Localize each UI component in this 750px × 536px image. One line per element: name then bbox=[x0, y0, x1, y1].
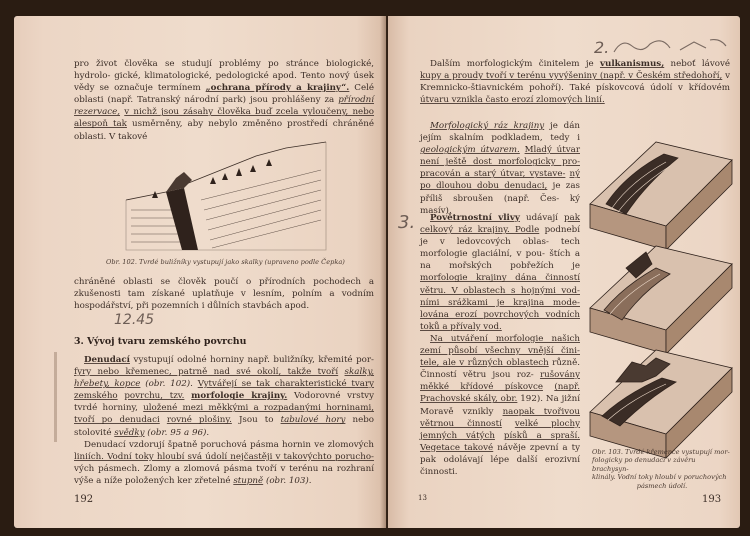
text-line: pracován a starý útvar, vystave- bbox=[420, 169, 566, 180]
block-diagram-3 bbox=[590, 350, 732, 458]
text-line: fyry nebo křemenec, patrně nad své okolí, takže tvoří bbox=[74, 367, 339, 378]
right-para-2 bbox=[420, 120, 580, 217]
block-diagram-1 bbox=[590, 142, 732, 250]
term-rock-outcrops: skalky, hřebety, kopce bbox=[74, 367, 375, 390]
text-line: udávají bbox=[526, 213, 558, 223]
text-line: lována erozí povrchových vodních bbox=[420, 309, 580, 320]
figure-102-caption: Obr. 102. Tvrdé buližníky vystupují jako skalky (upraveno podle Čepka) bbox=[106, 258, 345, 266]
left-para-2 bbox=[74, 276, 374, 312]
text-line: pozemních i důlních stavbách apod. bbox=[151, 301, 310, 312]
figure-reference: (obr. 102). bbox=[145, 379, 193, 390]
text-line: útvaru vznikla často erozí zlomových linií. bbox=[420, 95, 605, 106]
text-line: různě. Činností větru jsou roz- bbox=[420, 358, 580, 381]
text-line: rušovány měkké křídové pískovce bbox=[420, 370, 580, 393]
text-line: tam získané uplatňuje v lesním, polním a vodním hospodářství, při bbox=[74, 289, 374, 312]
text-line: označuje termínem bbox=[114, 83, 201, 94]
text-line: jejím skalním podkladem, tedy bbox=[420, 133, 570, 144]
text-line: vých pásmech. Zlomy a zlomová pásma tvoří v terénu na rozhraní bbox=[74, 463, 374, 474]
text-line: i bbox=[577, 133, 580, 144]
left-para-1 bbox=[74, 58, 374, 143]
term-geological-formation: geologickým útvarem. bbox=[420, 145, 520, 156]
text-line: usměrněny, aby nebylo změněno prostředí chráněné oblasti. V takové bbox=[74, 119, 374, 142]
section-heading: 3. Vývoj tvaru zemského povrchu bbox=[74, 336, 247, 347]
figure-102-illustration bbox=[126, 140, 326, 252]
text-line: rovné plošiny. bbox=[166, 415, 232, 426]
caption-line: fologicky po denudaci v závěru brachysyn- bbox=[592, 456, 696, 473]
text-line: je dán bbox=[550, 121, 580, 131]
term-morphological-character: Morfologický ráz krajiny bbox=[430, 121, 545, 131]
page-number-right: 193 bbox=[702, 494, 722, 505]
left-page bbox=[14, 16, 386, 528]
text-line: návěje zpevní a ty pak odolávají bbox=[420, 442, 580, 465]
text-line: gické, klimatologické, pedologické apod. Tento nový úsek vědy se bbox=[74, 71, 374, 94]
margin-pencil-stroke bbox=[54, 352, 57, 442]
open-book bbox=[14, 16, 740, 528]
text-line: uložené mezi měkkými a rozpadanými horninami, tvoří po denudaci bbox=[74, 403, 374, 426]
term-steps: stupně bbox=[233, 475, 264, 486]
pencil-number-top: 2. bbox=[594, 38, 610, 57]
text-line: liniích. Vodní toky hloubí svá údolí nejčastěji v takovýchto porucho- bbox=[74, 451, 374, 462]
text-line: je zas příliš sbroušen (např. Čes- bbox=[420, 181, 581, 204]
term-nature-protection: „ochrana přírody a krajiny“. bbox=[205, 83, 350, 94]
text-line: Mladý útvar bbox=[524, 145, 580, 156]
text-line: Vodorovné vrstvy tvrdé horniny, bbox=[74, 391, 374, 414]
term-landscape-morphology: morfologie krajiny. bbox=[191, 391, 288, 402]
text-line: pak celkový ráz krajiny. Podle bbox=[420, 213, 580, 236]
text-line: vystupují odolné horniny např. buližníky, křemité por- bbox=[133, 355, 374, 365]
pencil-squiggle bbox=[610, 34, 730, 58]
text-line: pro život člověka se studují problémy po stránce biologické, hydrolo- bbox=[74, 59, 374, 82]
left-para-3 bbox=[74, 354, 374, 487]
text-line: kupy a proudy tvoří v terénu vyvýšeniny (např. v Českém středohoří, bbox=[420, 71, 723, 82]
caption-line: klinály. Vodní toky hloubí v poruchových bbox=[592, 473, 727, 482]
text-line: (např. Prachovské skály, obr. bbox=[420, 382, 580, 405]
text-line: Celé oblasti bbox=[74, 83, 375, 106]
term-witnesses: svědky bbox=[114, 427, 145, 438]
text-line: toků a přívaly vod. bbox=[420, 321, 502, 332]
figure-reference: (obr. 103). bbox=[265, 475, 312, 486]
text-line: štích a na mořských pobřežích je bbox=[420, 249, 581, 272]
text-line: větru. V oblastech s hojnými vod- bbox=[420, 285, 580, 296]
text-line: zemí působí všechny vnější čini- bbox=[420, 346, 580, 357]
caption-line: pásmech údolí. bbox=[636, 481, 688, 490]
text-line: Vytvářejí se tak charakteristické tvary zemského bbox=[74, 379, 375, 402]
block-diagram-2 bbox=[590, 246, 732, 354]
text-line: nebo stolovité bbox=[74, 415, 375, 438]
pencil-annotation: 12.45 bbox=[114, 312, 155, 328]
text-line: povrchu, tzv. bbox=[124, 391, 185, 402]
right-para-3 bbox=[420, 212, 580, 478]
text-line: výše a níže položených ker zřetelné bbox=[74, 475, 231, 486]
text-line: (např. Tatranský národní park) jsou prohlášeny za bbox=[107, 95, 335, 106]
right-para-1 bbox=[420, 58, 730, 106]
right-page bbox=[388, 16, 740, 528]
text-line: ními srážkami je krajina mode- bbox=[420, 297, 580, 308]
text-line: morfologie krajiny dána činností bbox=[420, 273, 580, 284]
text-line: v Kremnicko-štiavnickém pohoří). Také pískovcová údolí v křídovém bbox=[420, 71, 730, 94]
text-line: není ještě dost morfologicky pro- bbox=[420, 157, 580, 168]
caption-line: Obr. 103. Tvrdé křemence vystupují mor- bbox=[592, 448, 730, 456]
term-volcanism: vulkanismus, bbox=[599, 59, 665, 69]
text-line: podnebí je v ledovcových oblas- bbox=[420, 225, 580, 248]
text-line: velké plochy jemných vátých bbox=[420, 418, 581, 441]
text-line: Jsou to bbox=[238, 415, 274, 426]
figure-103-block-diagrams bbox=[586, 134, 736, 446]
text-line: Denudací vzdorují špatně poruchová pásma hornin ve zlomových bbox=[84, 439, 374, 450]
term-nature-reserve: přírodní rezervace, bbox=[74, 95, 375, 118]
figure-reference: (obr. 95 a 96). bbox=[147, 427, 210, 438]
term-table-mountains: tabulové hory bbox=[280, 415, 346, 426]
text-line: chráněné oblasti se člověk poučí o přírodních pochodech a zkušenosti bbox=[74, 277, 374, 300]
printer-signature-mark: 13 bbox=[418, 494, 427, 502]
text-line: 192). Na jižní Moravě vznikly bbox=[420, 394, 581, 417]
term-weather-influences: Povětrnostní vlivy bbox=[430, 213, 520, 223]
pencil-number-side: 3. bbox=[398, 212, 416, 233]
text-line: písků a spraší. Vegetace takové bbox=[420, 430, 580, 453]
text-line: tech morfologie glaciální, v pou- bbox=[420, 237, 580, 260]
figure-103-caption bbox=[592, 448, 732, 490]
text-line: v nichž jsou zásahy člověka buď zcela vyloučeny, nebo alespoň tak bbox=[74, 107, 374, 130]
term-denudation: Denudací bbox=[84, 355, 130, 365]
text-line: Na utváření morfologie našich bbox=[430, 333, 580, 344]
text-line: neboť lávové bbox=[670, 59, 731, 69]
text-line: naopak tvořivou větrnou činností bbox=[420, 406, 580, 429]
text-line: tele, ale v různých oblastech bbox=[420, 358, 549, 369]
text-line: lépe další erozivní činnosti. bbox=[420, 454, 581, 477]
text-line: ný po dlouhou dobu denudaci, bbox=[420, 169, 580, 192]
text-line: ký masív). bbox=[420, 193, 580, 216]
text-line: Dalším morfologickým činitelem je bbox=[430, 59, 594, 69]
page-number-left: 192 bbox=[74, 494, 94, 505]
